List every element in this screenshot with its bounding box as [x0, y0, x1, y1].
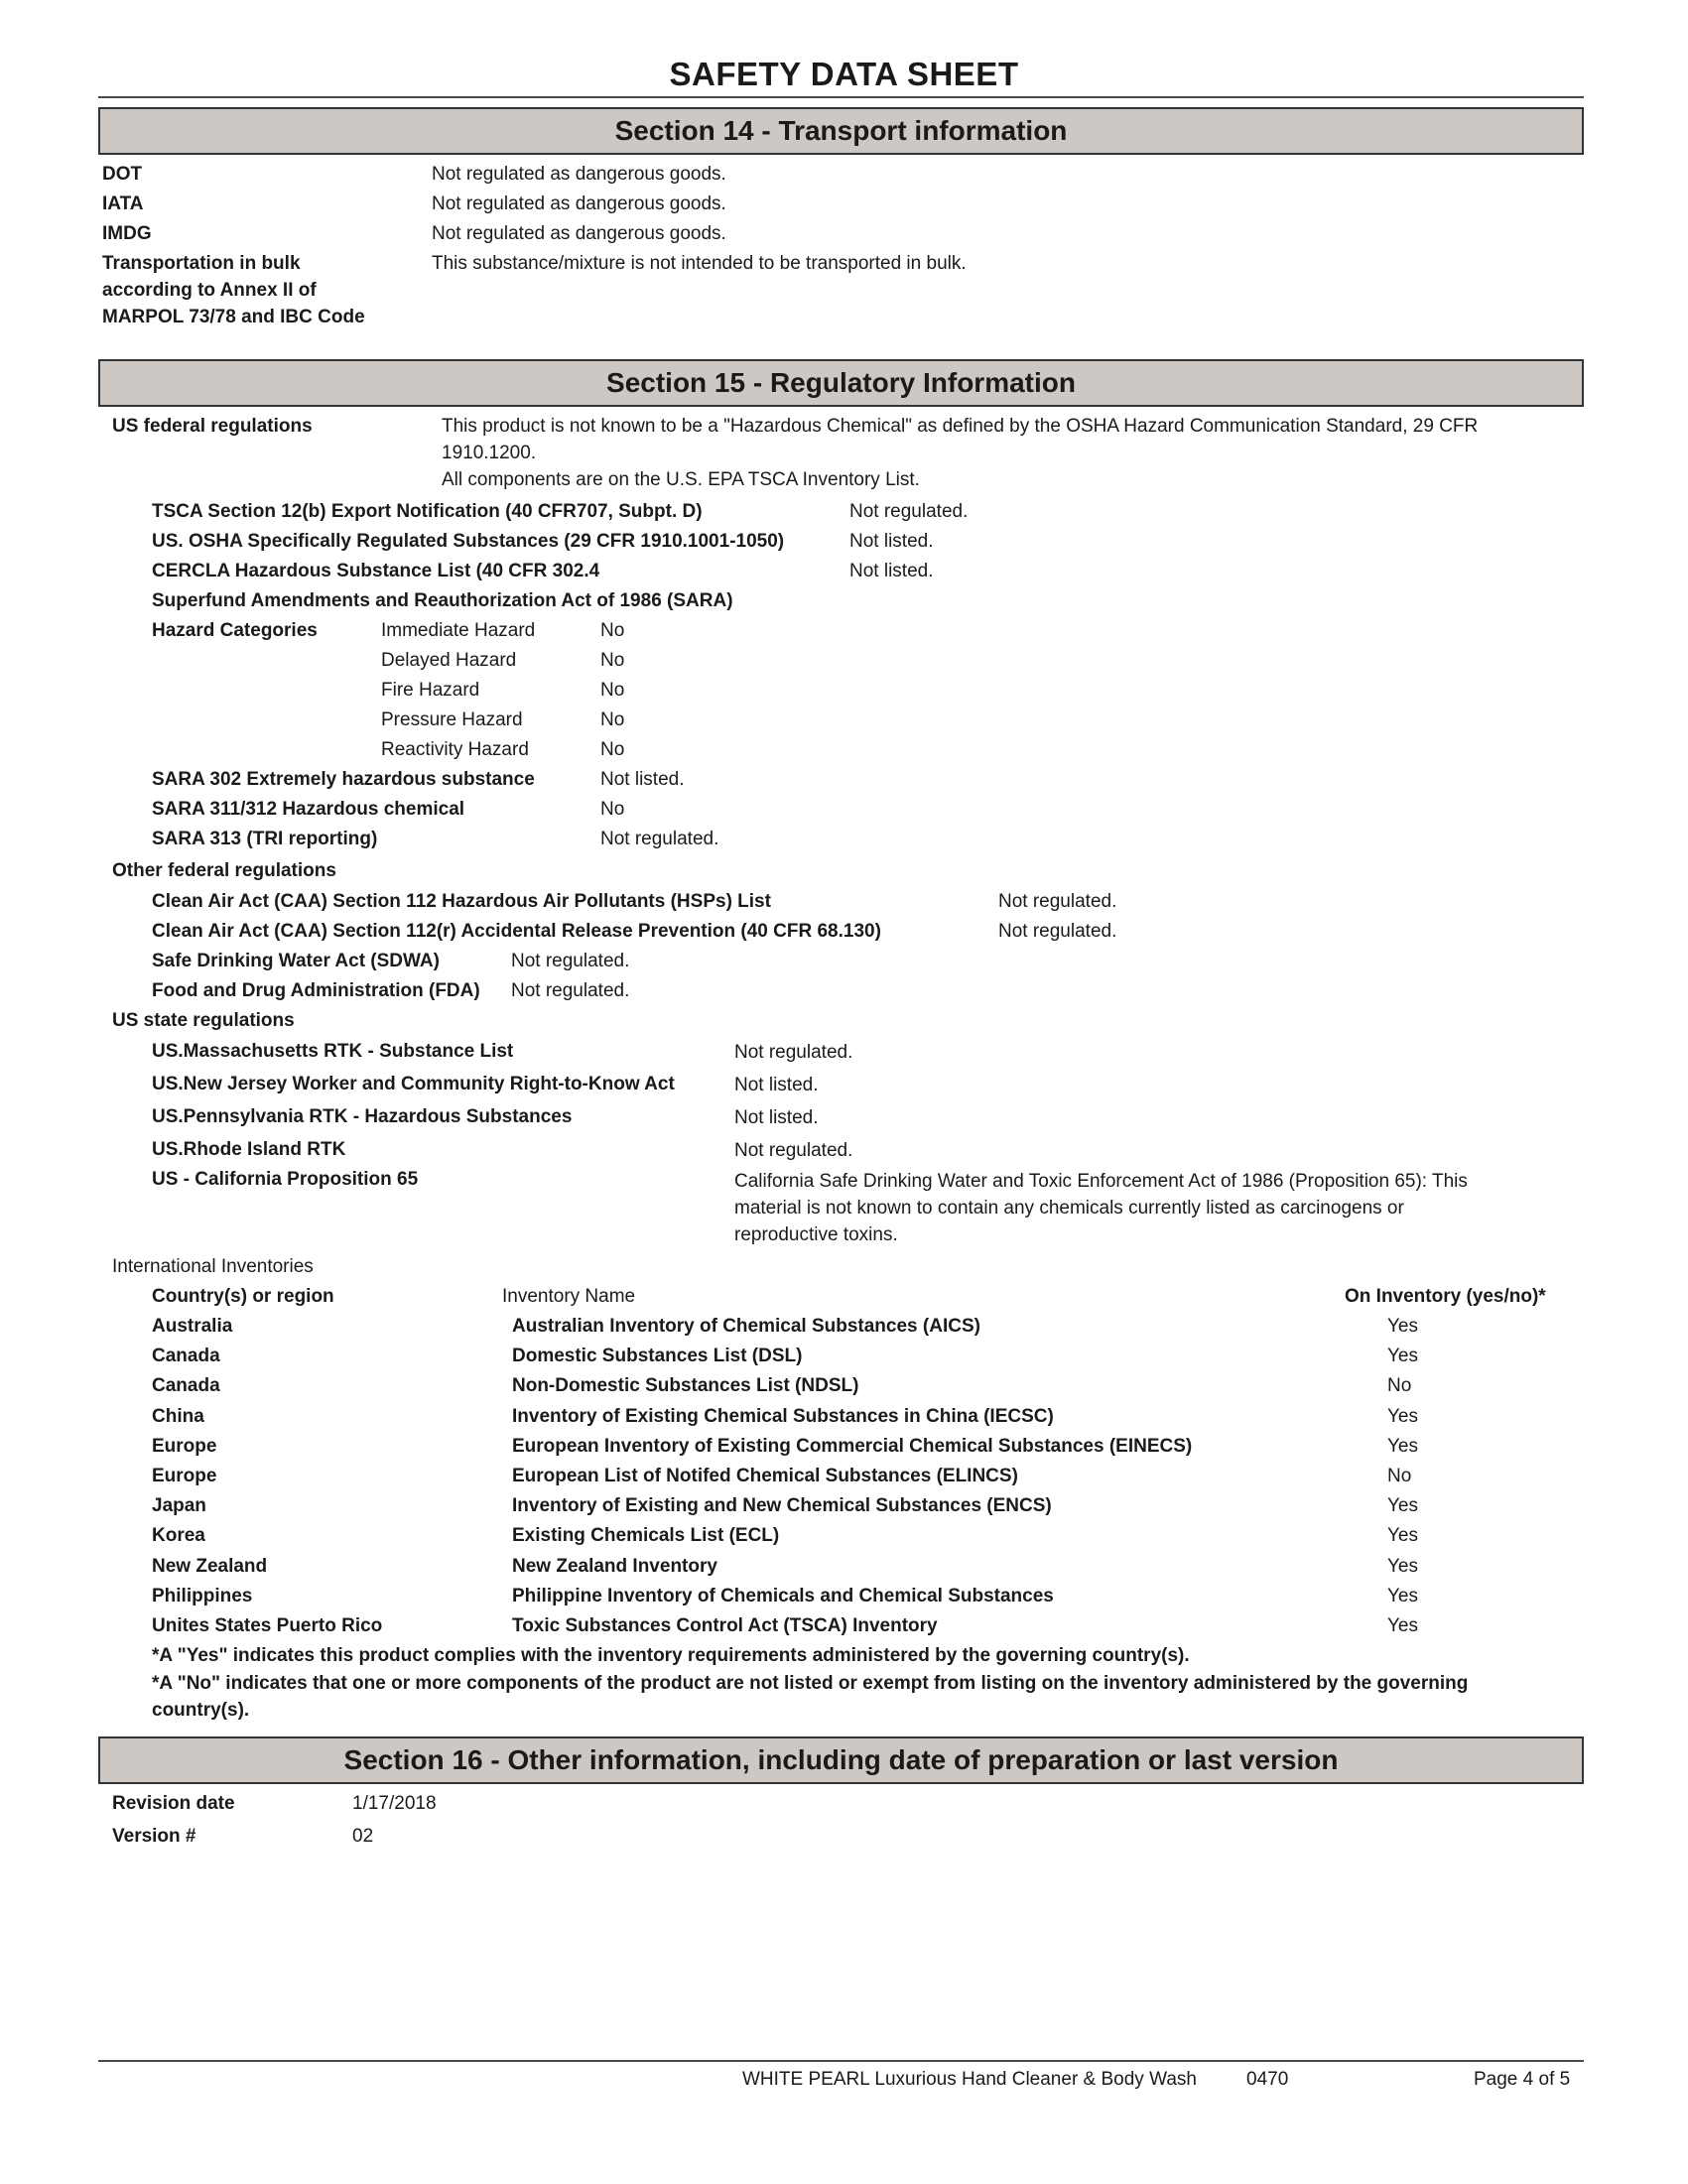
pennsylvania-value: Not listed.: [734, 1107, 819, 1128]
intl-row-country: Canada: [152, 1375, 220, 1396]
hazard-immediate-name: Immediate Hazard: [381, 620, 536, 641]
intl-row-inventory-name: Existing Chemicals List (ECL): [512, 1525, 780, 1546]
bulk-label-line2: according to Annex II of: [102, 280, 317, 301]
revision-date-label: Revision date: [112, 1793, 235, 1814]
intl-row-inventory-name: Domestic Substances List (DSL): [512, 1346, 803, 1366]
prop65-line1: California Safe Drinking Water and Toxic Enforcement Act of 1986 (Proposition 65): This: [734, 1171, 1468, 1192]
bulk-label-line3: MARPOL 73/78 and IBC Code: [102, 307, 365, 327]
cercla-value: Not listed.: [849, 561, 934, 581]
intl-row-on-inventory: Yes: [1387, 1406, 1418, 1427]
us-federal-text-line2: 1910.1200.: [442, 443, 537, 463]
sdwa-label: Safe Drinking Water Act (SDWA): [152, 951, 440, 971]
massachusetts-label: US.Massachusetts RTK - Substance List: [152, 1041, 514, 1062]
intl-row-on-inventory: Yes: [1387, 1436, 1418, 1457]
intl-row-country: New Zealand: [152, 1556, 268, 1577]
intl-row-on-inventory: Yes: [1387, 1346, 1418, 1366]
sara-302-value: Not listed.: [600, 769, 685, 790]
sara-311-label: SARA 311/312 Hazardous chemical: [152, 799, 465, 820]
intl-row-on-inventory: Yes: [1387, 1556, 1418, 1577]
revision-date-value: 1/17/2018: [352, 1793, 437, 1814]
note-yes: *A "Yes" indicates this product complies with the inventory requirements administered by the governing country(s).: [152, 1645, 1190, 1666]
us-federal-text-line1: This product is not known to be a "Hazardous Chemical" as defined by the OSHA Hazard Communication Standard, 29 CFR: [442, 416, 1479, 437]
intl-row-country: Europe: [152, 1466, 217, 1486]
intl-row-inventory-name: Inventory of Existing and New Chemical Substances (ENCS): [512, 1495, 1052, 1516]
prop65-label: US - California Proposition 65: [152, 1169, 419, 1190]
osha-value: Not listed.: [849, 531, 934, 552]
sara-title: Superfund Amendments and Reauthorization Act of 1986 (SARA): [152, 590, 733, 611]
intl-row-on-inventory: Yes: [1387, 1586, 1418, 1606]
intl-row-on-inventory: No: [1387, 1375, 1412, 1396]
hazard-categories-label: Hazard Categories: [152, 620, 318, 641]
dot-label: DOT: [102, 164, 143, 185]
iata-label: IATA: [102, 193, 144, 214]
fda-value: Not regulated.: [511, 980, 630, 1001]
iata-value: Not regulated as dangerous goods.: [432, 193, 726, 214]
intl-header-country: Country(s) or region: [152, 1286, 334, 1307]
footer-code: 0470: [1246, 2069, 1289, 2090]
intl-row-inventory-name: Non-Domestic Substances List (NDSL): [512, 1375, 859, 1396]
sara-313-value: Not regulated.: [600, 829, 719, 849]
sara-313-label: SARA 313 (TRI reporting): [152, 829, 378, 849]
us-federal-text-line3: All components are on the U.S. EPA TSCA Inventory List.: [442, 469, 920, 490]
dot-value: Not regulated as dangerous goods.: [432, 164, 726, 185]
document-title: SAFETY DATA SHEET: [669, 56, 1019, 92]
section-14-header: Section 14 - Transport information: [98, 107, 1584, 155]
intl-row-inventory-name: Australian Inventory of Chemical Substances (AICS): [512, 1316, 980, 1337]
intl-row-country: China: [152, 1406, 204, 1427]
tsca-value: Not regulated.: [849, 501, 969, 522]
intl-row-country: Japan: [152, 1495, 206, 1516]
caa-112r-label: Clean Air Act (CAA) Section 112(r) Accidental Release Prevention (40 CFR 68.130): [152, 921, 881, 942]
bulk-label-line1: Transportation in bulk: [102, 253, 301, 274]
caa-112-label: Clean Air Act (CAA) Section 112 Hazardous Air Pollutants (HSPs) List: [152, 891, 771, 912]
massachusetts-value: Not regulated.: [734, 1042, 853, 1063]
cercla-label: CERCLA Hazardous Substance List (40 CFR 302.4: [152, 561, 600, 581]
intl-row-on-inventory: Yes: [1387, 1495, 1418, 1516]
tsca-label: TSCA Section 12(b) Export Notification (40 CFR707, Subpt. D): [152, 501, 703, 522]
sdwa-value: Not regulated.: [511, 951, 630, 971]
hazard-reactivity-name: Reactivity Hazard: [381, 739, 529, 760]
footer-divider: [98, 2060, 1584, 2062]
intl-row-on-inventory: Yes: [1387, 1525, 1418, 1546]
caa-112r-value: Not regulated.: [998, 921, 1117, 942]
version-value: 02: [352, 1826, 374, 1847]
hazard-fire-value: No: [600, 680, 625, 701]
imdg-value: Not regulated as dangerous goods.: [432, 223, 726, 244]
us-federal-label: US federal regulations: [112, 416, 313, 437]
intl-row-on-inventory: Yes: [1387, 1615, 1418, 1636]
intl-row-country: Australia: [152, 1316, 233, 1337]
pennsylvania-label: US.Pennsylvania RTK - Hazardous Substances: [152, 1106, 573, 1127]
caa-112-value: Not regulated.: [998, 891, 1117, 912]
state-regs-label: US state regulations: [112, 1010, 295, 1031]
version-label: Version #: [112, 1826, 196, 1847]
footer-product: WHITE PEARL Luxurious Hand Cleaner & Body Wash: [742, 2069, 1197, 2090]
imdg-label: IMDG: [102, 223, 152, 244]
intl-row-inventory-name: Philippine Inventory of Chemicals and Chemical Substances: [512, 1586, 1054, 1606]
other-federal-label: Other federal regulations: [112, 860, 336, 881]
fda-label: Food and Drug Administration (FDA): [152, 980, 480, 1001]
intl-row-inventory-name: Toxic Substances Control Act (TSCA) Inventory: [512, 1615, 938, 1636]
rhode-island-value: Not regulated.: [734, 1140, 853, 1161]
intl-row-country: Canada: [152, 1346, 220, 1366]
prop65-line3: reproductive toxins.: [734, 1224, 898, 1245]
intl-row-inventory-name: Inventory of Existing Chemical Substances in China (IECSC): [512, 1406, 1054, 1427]
intl-row-country: Europe: [152, 1436, 217, 1457]
intl-header-on-inventory: On Inventory (yes/no)*: [1345, 1286, 1546, 1307]
title-divider: [98, 96, 1584, 98]
hazard-fire-name: Fire Hazard: [381, 680, 480, 701]
rhode-island-label: US.Rhode Island RTK: [152, 1139, 346, 1160]
new-jersey-value: Not listed.: [734, 1075, 819, 1095]
hazard-pressure-name: Pressure Hazard: [381, 709, 523, 730]
section-15-header: Section 15 - Regulatory Information: [98, 359, 1584, 407]
hazard-immediate-value: No: [600, 620, 625, 641]
intl-row-inventory-name: New Zealand Inventory: [512, 1556, 717, 1577]
intl-inventories-label: International Inventories: [112, 1256, 314, 1277]
intl-row-inventory-name: European Inventory of Existing Commercial Chemical Substances (EINECS): [512, 1436, 1193, 1457]
intl-header-name: Inventory Name: [502, 1286, 636, 1307]
hazard-delayed-value: No: [600, 650, 625, 671]
hazard-pressure-value: No: [600, 709, 625, 730]
hazard-delayed-name: Delayed Hazard: [381, 650, 517, 671]
section-16-header: Section 16 - Other information, including date of preparation or last version: [98, 1736, 1584, 1784]
note-no-line2: country(s).: [152, 1700, 250, 1721]
new-jersey-label: US.New Jersey Worker and Community Right-to-Know Act: [152, 1074, 675, 1094]
hazard-reactivity-value: No: [600, 739, 625, 760]
sara-311-value: No: [600, 799, 625, 820]
intl-row-on-inventory: No: [1387, 1466, 1412, 1486]
note-no-line1: *A "No" indicates that one or more components of the product are not listed or exempt from listing on the inventory administered by the governing: [152, 1673, 1469, 1694]
intl-row-country: Korea: [152, 1525, 205, 1546]
intl-row-country: Unites States Puerto Rico: [152, 1615, 383, 1636]
intl-row-on-inventory: Yes: [1387, 1316, 1418, 1337]
footer-page: Page 4 of 5: [1474, 2069, 1571, 2090]
intl-row-country: Philippines: [152, 1586, 253, 1606]
bulk-value: This substance/mixture is not intended to be transported in bulk.: [432, 253, 967, 274]
intl-row-inventory-name: European List of Notifed Chemical Substances (ELINCS): [512, 1466, 1018, 1486]
osha-label: US. OSHA Specifically Regulated Substances (29 CFR 1910.1001-1050): [152, 531, 785, 552]
prop65-line2: material is not known to contain any chemicals currently listed as carcinogens or: [734, 1198, 1404, 1219]
sara-302-label: SARA 302 Extremely hazardous substance: [152, 769, 535, 790]
